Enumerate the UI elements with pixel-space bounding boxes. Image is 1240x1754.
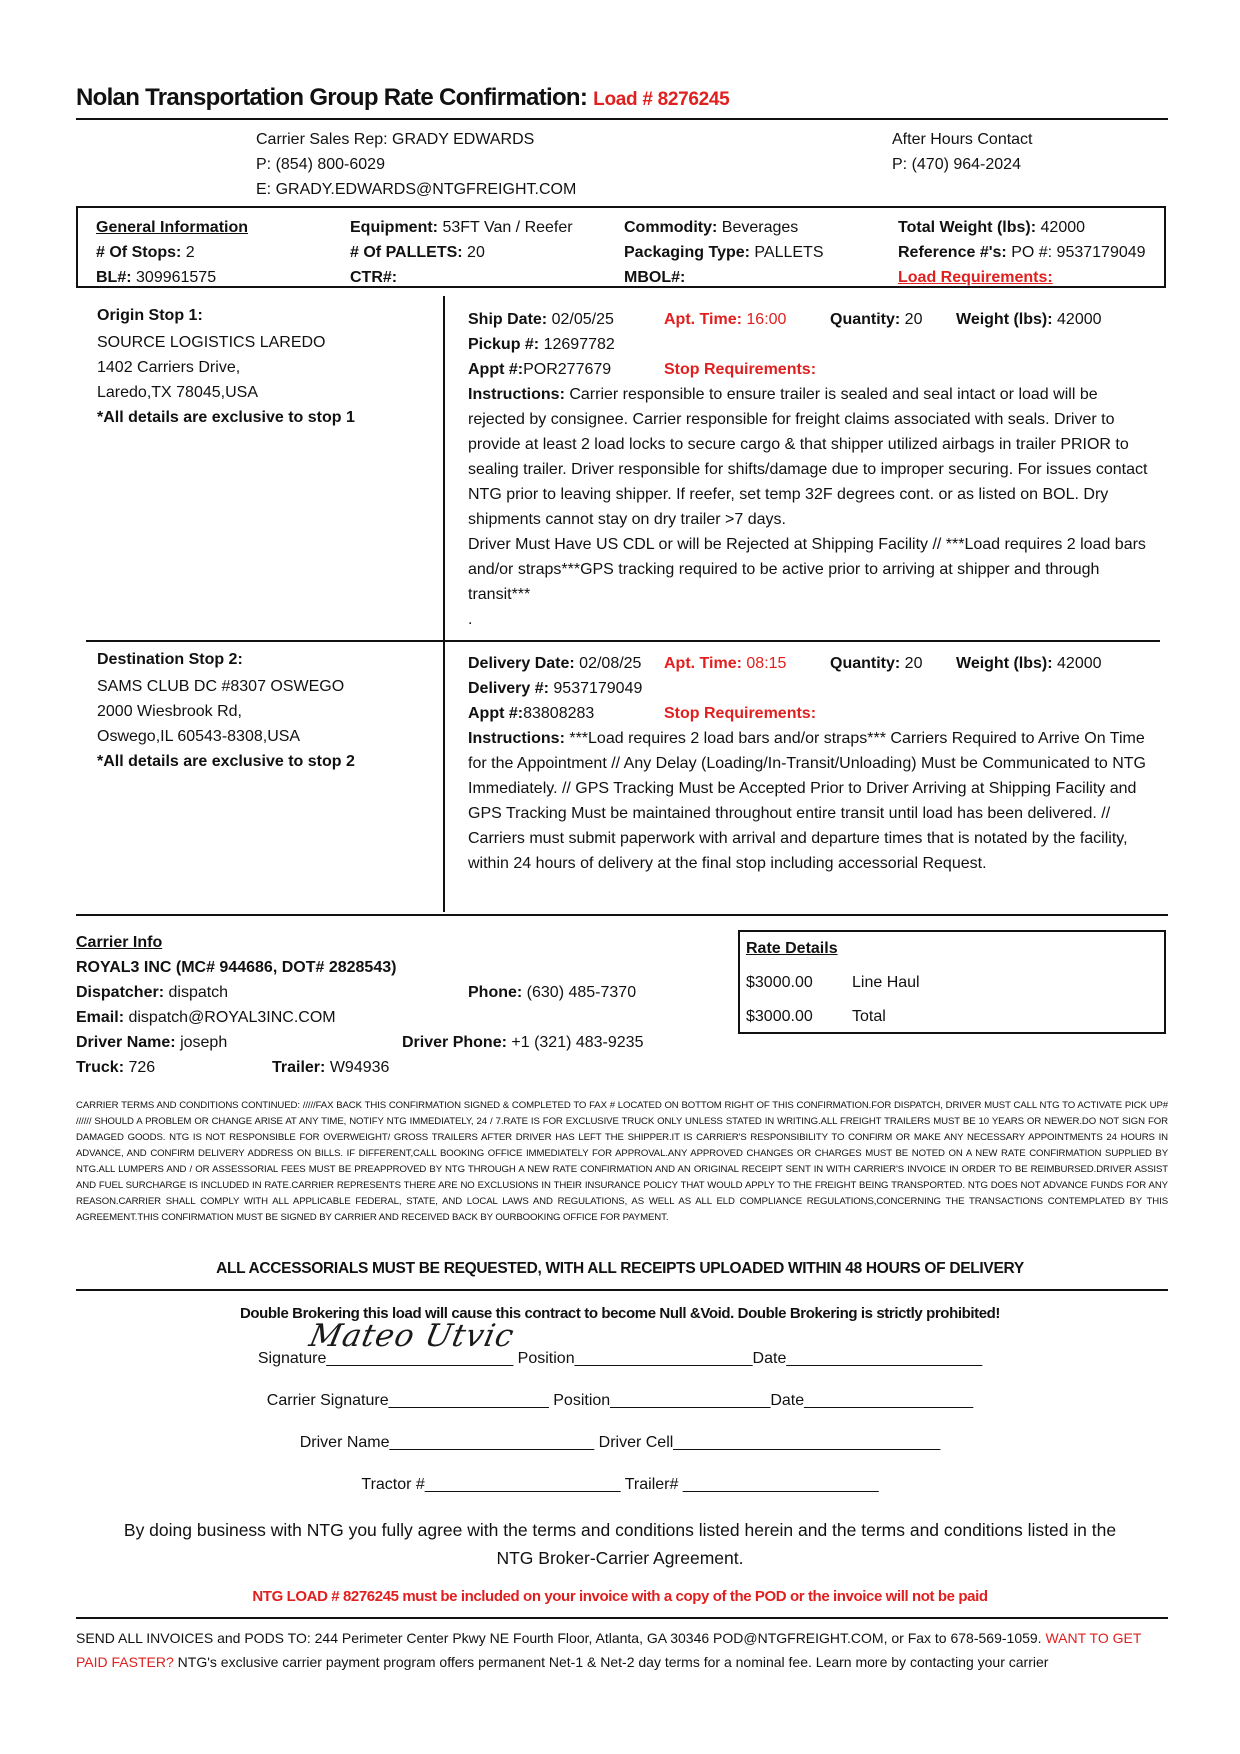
delivery-date-field (468, 651, 641, 676)
total-label: Total (852, 1008, 886, 1025)
agreement-text (0, 1516, 1240, 1572)
carrier-heading: Carrier Info (76, 934, 163, 951)
signature-line[interactable]: Signature_____________________ Position____________________Date______________________ (257, 1350, 983, 1367)
packaging-label: Packaging Type: (624, 244, 750, 261)
destination-weight-field (956, 651, 1102, 676)
agreement-line2: NTG Broker-Carrier Agreement. (496, 1548, 744, 1568)
origin-name: SOURCE LOGISTICS LAREDO (97, 334, 326, 351)
footer-send: SEND ALL INVOICES and PODS TO: 244 Perimeter Center Pkwy NE Fourth Floor, Atlanta, GA 30346 POD@NTGFREIGHT.COM, or Fax to 678-569-1059. (76, 1630, 1042, 1646)
ship-date-value: 02/05/25 (551, 311, 614, 328)
destination-appt-field (468, 701, 594, 726)
invoice-notice: NTG LOAD # 8276245 must be included on your invoice with a copy of the POD or the invoice will not be paid (252, 1588, 988, 1605)
driver-phone-label: Driver Phone: (402, 1034, 507, 1051)
reference-label: Reference #'s: (898, 244, 1007, 261)
origin-instructions-2: Driver Must Have US CDL or will be Rejected at Shipping Facility // ***Load requires 2 load bars and/or straps***GPS tracking required to be active prior to arriving at shipper and through transit*** (468, 536, 1146, 603)
origin-weight-value: 42000 (1057, 311, 1102, 328)
reference-value: PO #: 9537179049 (1011, 244, 1146, 261)
destination-apt-value: 08:15 (746, 655, 787, 672)
destination-weight-value: 42000 (1057, 655, 1102, 672)
tractor-trailer-line[interactable]: Tractor #______________________ Trailer# ______________________ (361, 1476, 879, 1493)
after-hours-label: After Hours Contact (892, 131, 1033, 148)
footer-text (76, 1626, 1168, 1674)
delivery-number-value: 9537179049 (553, 680, 643, 697)
ship-date-field (468, 307, 614, 332)
commodity-label: Commodity: (624, 219, 718, 236)
footer-want-paid-faster: WANT TO GET PAID FASTER? (76, 1630, 1142, 1670)
origin-note: *All details are exclusive to stop 1 (97, 409, 355, 426)
origin-details (468, 307, 1158, 632)
carrier-email-field (76, 1005, 336, 1030)
destination-instructions-label: Instructions: (468, 730, 565, 747)
total-weight-field (898, 215, 1085, 240)
origin-address1: 1402 Carriers Drive, (97, 359, 241, 376)
line-haul-amount: $3000.00 (746, 974, 813, 991)
origin-apt-field (664, 307, 786, 332)
delivery-number-field (468, 676, 1158, 701)
reference-field (898, 240, 1146, 265)
total-weight-value: 42000 (1040, 219, 1086, 236)
sales-email: E: GRADY.EDWARDS@NTGFREIGHT.COM (256, 181, 577, 198)
carrier-phone-label: Phone: (468, 984, 523, 1001)
notice-divider (76, 1289, 1168, 1291)
truck-label: Truck: (76, 1059, 125, 1076)
pickup-field (468, 332, 1158, 357)
mbol-label: MBOL#: (624, 269, 686, 286)
stops-value: 2 (185, 244, 195, 261)
equipment-label: Equipment: (350, 219, 438, 236)
destination-details (468, 651, 1158, 876)
commodity-field (624, 215, 798, 240)
destination-instructions-text: ***Load requires 2 load bars and/or straps*** Carriers Required to Arrive On Time for the Appointment // Any Delay (Loading/In-Transit/Unloading) Must be Communicated to NTG Immediately. // GPS Tracking Must be Accepted Prior to Driver Arriving at Shipping Facility and GPS Tracking Must be maintained throughout entire transit until load has been delivered. // Carriers must submit paperwork with arrival and departure times that is notated by the facility, within 24 hours of delivery at the final stop including accessorial Request. (468, 730, 1146, 872)
title-text: Nolan Transportation Group Rate Confirmation: (76, 84, 588, 111)
origin-dot: . (468, 611, 473, 628)
ctr-label: CTR#: (350, 269, 398, 286)
destination-instructions (468, 726, 1158, 876)
origin-qty-label: Quantity: (830, 311, 901, 328)
after-hours-block (892, 127, 1033, 177)
after-hours-phone: P: (470) 964-2024 (892, 156, 1021, 173)
carrier-phone-field (468, 980, 636, 1005)
origin-address2: Laredo,TX 78045,USA (97, 384, 258, 401)
sales-rep: Carrier Sales Rep: GRADY EDWARDS (256, 131, 535, 148)
dispatcher-field (76, 980, 228, 1005)
origin-qty-field (830, 307, 922, 332)
carrier-signature-line[interactable]: Carrier Signature__________________ Position__________________Date___________________ (266, 1392, 974, 1409)
rate-heading: Rate Details (746, 940, 838, 957)
carrier-info-block (76, 930, 676, 1076)
delivery-number-label: Delivery #: (468, 680, 549, 697)
stops-bottom-divider (76, 914, 1168, 916)
origin-appt-field (468, 357, 611, 382)
general-heading: General Information (96, 219, 249, 236)
equipment-value: 53FT Van / Reefer (442, 219, 573, 236)
destination-name: SAMS CLUB DC #8307 OSWEGO (97, 678, 345, 695)
destination-apt-label: Apt. Time: (664, 655, 742, 672)
origin-appt-value: POR277679 (523, 361, 612, 378)
destination-appt-label: Appt #: (468, 705, 524, 722)
delivery-date-label: Delivery Date: (468, 655, 575, 672)
origin-heading: Origin Stop 1: (97, 307, 203, 324)
load-number: Load # 8276245 (593, 89, 730, 110)
bl-field (96, 265, 216, 290)
pickup-label: Pickup #: (468, 336, 540, 353)
driver-phone-field (402, 1030, 643, 1055)
destination-heading: Destination Stop 2: (97, 651, 243, 668)
stops-vertical-divider (443, 296, 445, 912)
stops-horizontal-divider (86, 640, 1160, 642)
destination-qty-label: Quantity: (830, 655, 901, 672)
origin-stop-requirements: Stop Requirements: (664, 361, 817, 378)
signature-image: Mateo Utvic (306, 1318, 518, 1354)
packaging-field (624, 240, 824, 265)
destination-stop-block (97, 647, 355, 774)
destination-note: *All details are exclusive to stop 2 (97, 753, 355, 770)
line-haul-label: Line Haul (852, 974, 920, 991)
dispatcher-label: Dispatcher: (76, 984, 165, 1001)
pallets-label: # Of PALLETS: (350, 244, 463, 261)
commodity-value: Beverages (721, 219, 799, 236)
origin-weight-field (956, 307, 1102, 332)
driver-phone-value: +1 (321) 483-9235 (511, 1034, 644, 1051)
destination-apt-field (664, 651, 786, 676)
origin-weight-label: Weight (lbs): (956, 311, 1053, 328)
origin-instructions (468, 382, 1158, 532)
origin-instructions-label: Instructions: (468, 386, 565, 403)
origin-apt-label: Apt. Time: (664, 311, 742, 328)
agreement-line1: By doing business with NTG you fully agree with the terms and conditions listed herein and the terms and conditions listed in the (123, 1520, 1117, 1540)
trailer-field (272, 1055, 389, 1080)
trailer-value: W94936 (329, 1059, 390, 1076)
title-divider (76, 118, 1168, 120)
total-amount: $3000.00 (746, 1008, 813, 1025)
accessorials-notice: ALL ACCESSORIALS MUST BE REQUESTED, WITH ALL RECEIPTS UPLOADED WITHIN 48 HOURS OF DELIVERY (216, 1260, 1024, 1277)
destination-appt-value: 83808283 (523, 705, 595, 722)
origin-appt-label: Appt #: (468, 361, 524, 378)
destination-stop-requirements: Stop Requirements: (664, 705, 817, 722)
origin-stop-block (97, 303, 355, 430)
origin-instructions-text: Carrier responsible to ensure trailer is sealed and seal intact or load will be rejected by consignee. Carrier responsible for freight claims associated with seals. Driver to provide at least 2 load locks to secure cargo & that shipper utilized airbags in trailer PRIOR to sealing trailer. Driver responsible for shifts/damage due to improper securing. For issues contact NTG prior to leaving shipper. If reefer, set temp 32F degrees cont. or as listed on BOL. Dry shipments cannot stay on dry trailer >7 days. (468, 386, 1148, 528)
truck-value: 726 (128, 1059, 156, 1076)
footer-program: NTG's exclusive carrier payment program offers permanent Net-1 & Net-2 day terms for a nominal fee. Learn more by contacting your carrier (177, 1654, 1049, 1670)
bl-label: BL#: (96, 269, 132, 286)
dispatcher-value: dispatch (168, 984, 229, 1001)
carrier-name: ROYAL3 INC (MC# 944686, DOT# 2828543) (76, 959, 397, 976)
destination-qty-value: 20 (904, 655, 923, 672)
destination-weight-label: Weight (lbs): (956, 655, 1053, 672)
packaging-value: PALLETS (754, 244, 824, 261)
driver-name-value: joseph (180, 1034, 228, 1051)
footer-divider (76, 1617, 1168, 1619)
destination-address1: 2000 Wiesbrook Rd, (97, 703, 242, 720)
double-brokering-notice: Double Brokering this load will cause this contract to become Null &Void. Double Brokering is strictly prohibited! (239, 1305, 1001, 1322)
sales-rep-block (256, 127, 576, 202)
carrier-email-label: Email: (76, 1009, 125, 1026)
general-information-box (76, 206, 1166, 288)
pallets-value: 20 (467, 244, 485, 261)
pickup-value: 12697782 (543, 336, 615, 353)
stops-field (96, 240, 195, 265)
carrier-email-value: dispatch@ROYAL3INC.COM (128, 1009, 336, 1026)
stops-label: # Of Stops: (96, 244, 182, 261)
total-weight-label: Total Weight (lbs): (898, 219, 1037, 236)
driver-name-field (76, 1030, 227, 1055)
load-requirements-link[interactable]: Load Requirements: (898, 269, 1053, 286)
carrier-phone-value: (630) 485-7370 (526, 984, 637, 1001)
page-title (76, 84, 729, 112)
sales-phone: P: (854) 800-6029 (256, 156, 385, 173)
rate-details-box (738, 930, 1166, 1034)
destination-qty-field (830, 651, 922, 676)
delivery-date-value: 02/08/25 (579, 655, 642, 672)
origin-qty-value: 20 (904, 311, 923, 328)
destination-address2: Oswego,IL 60543-8308,USA (97, 728, 301, 745)
driver-name-label: Driver Name: (76, 1034, 176, 1051)
trailer-label: Trailer: (272, 1059, 326, 1076)
ship-date-label: Ship Date: (468, 311, 548, 328)
pallets-field (350, 240, 485, 265)
origin-apt-value: 16:00 (746, 311, 787, 328)
driver-name-line[interactable]: Driver Name_______________________ Driver Cell______________________________ (299, 1434, 941, 1451)
truck-field (76, 1055, 155, 1080)
equipment-field (350, 215, 573, 240)
bl-value: 309961575 (136, 269, 217, 286)
terms-and-conditions: CARRIER TERMS AND CONDITIONS CONTINUED: /////FAX BACK THIS CONFIRMATION SIGNED & COMPLETED TO FAX # LOCATED ON BOTTOM RIGHT OF THIS CONFIRMATION.FOR DISPATCH, DRIVER MUST CALL NTG TO ACTIVATE PICK UP# ////// SHOULD A PROBLEM OR CHANGE ARISE AT ANY TIME, NOTIFY NTG IMMEDIATELY, 24 / 7.RATE IS FOR EXCLUSIVE TRUCK ONLY UNLESS STATED IN WRITING.ALL FREIGHT TRAILERS MUST BE 10 YEARS OR NEWER.DO NOT SIGN FOR DAMAGED GOODS. NTG IS NOT RESPONSIBLE FOR OVERWEIGHT/ GROSS TRAILERS AFTER DRIVER HAS LEFT THE SHIPPER.IT IS CARRIER'S RESPONSIBILITY TO CONFIRM OR MAKE ANY NECESSARY APPOINTMENTS 24 HOURS IN ADVANCE, AND CONFIRM DELIVERY ADDRESS ON BILLS. IF DIFFERENT,CALL BOOKING OFFICE IMMEDIATELY FOR APPROVAL.ANY APPROVED CHANGES OR CHARGES MUST BE NOTED ON A NEW RATE CONFIRMATION SUPPLIED BY NTG.ALL LUMPERS AND / OR ASSESSORIAL FEES MUST BE PREAPPROVED BY NTG THROUGH A NEW RATE CONFIRMATION AND AN ORIGINAL RECEIPT SENT IN WITH CARRIER'S INVOICE IN ORDER TO BE REIMBURSED.DRIVER ASSIST AND FUEL SURCHARGE IS INCLUDED IN RATE.CARRIER REPRESENTS THERE ARE NO EXCLUSIONS IN THEIR INSURANCE POLICY THAT WOULD APPLY TO THE FREIGHT BEING TRANSPORTED. NTG DOES NOT ADVANCE FUNDS FOR ANY REASON.CARRIER SHALL COMPLY WITH ALL APPLICABLE FEDERAL, STATE, AND LOCAL LAWS AND REGULATIONS, AS WELL AS ALL ELD COMPLIANCE REGULATIONS,CONCERNING THE TRANSACTIONS CONTEMPLATED BY THIS AGREEMENT.THIS CONFIRMATION MUST BE SIGNED BY CARRIER AND RECEIVED BACK BY OURBOOKING OFFICE FOR PAYMENT. (76, 1100, 1168, 1223)
